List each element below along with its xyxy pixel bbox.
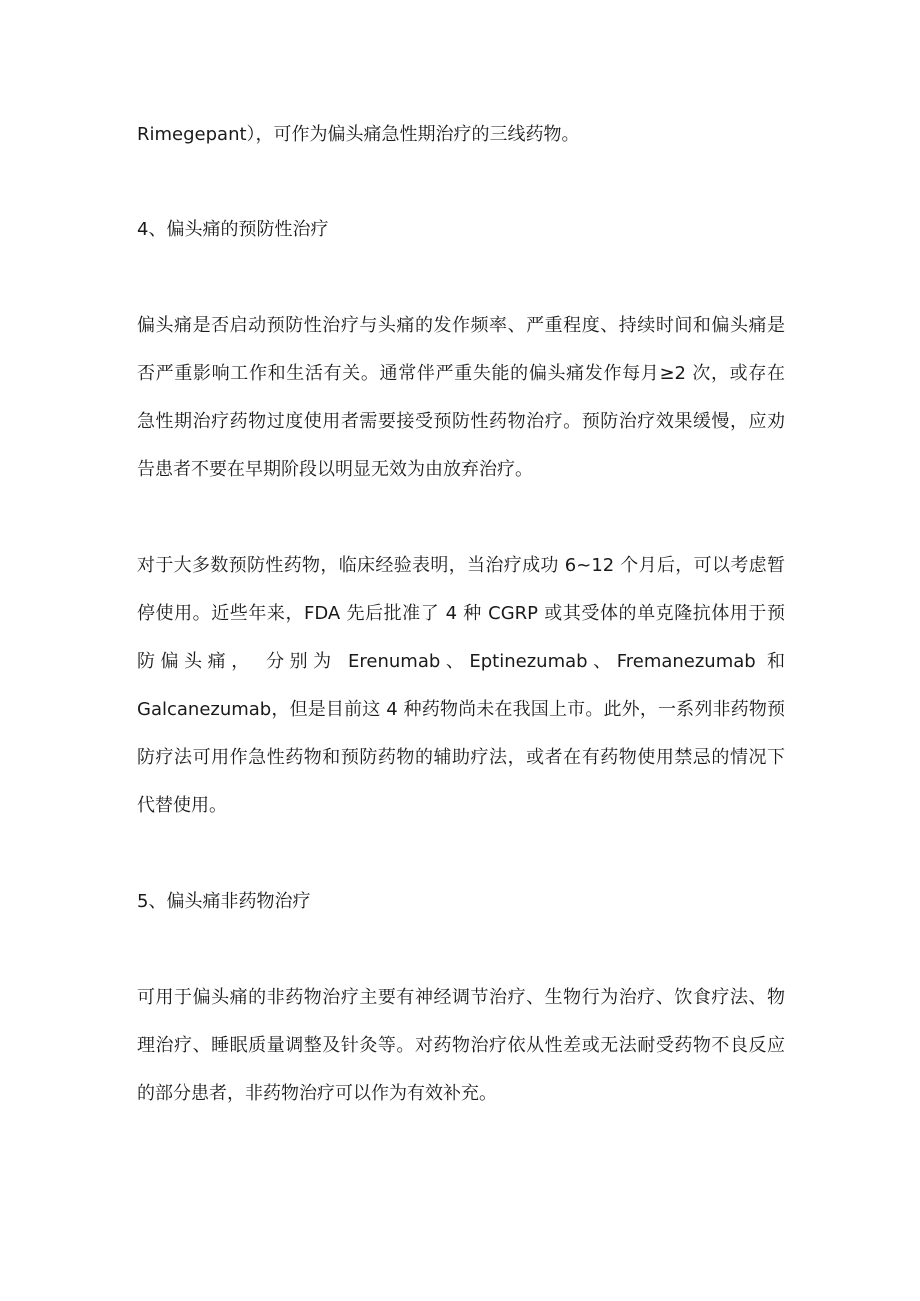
- paragraph-line: 否严重影响工作和生活有关。通常伴严重失能的偏头痛发作每月≥2 次，或存在: [137, 363, 785, 384]
- paragraph-continuation-line: Rimegepant），可作为偏头痛急性期治疗的三线药物。: [137, 124, 580, 145]
- paragraph-line: 理治疗、睡眠质量调整及针灸等。对药物治疗依从性差或无法耐受药物不良反应: [137, 1035, 785, 1056]
- paragraph-line: 防偏头痛， 分别为 Erenumab、Eptinezumab、Fremanezumab 和: [137, 651, 785, 672]
- paragraph-line: 代替使用。: [137, 795, 227, 816]
- paragraph-line: 的部分患者，非药物治疗可以作为有效补充。: [137, 1083, 497, 1104]
- paragraph-line: Galcanezumab，但是目前这 4 种药物尚未在我国上市。此外，一系列非药物预: [137, 699, 785, 720]
- paragraph-line: 告患者不要在早期阶段以明显无效为由放弃治疗。: [137, 459, 533, 480]
- paragraph-line: 急性期治疗药物过度使用者需要接受预防性药物治疗。预防治疗效果缓慢，应劝: [137, 411, 785, 432]
- paragraph-line: 对于大多数预防性药物，临床经验表明，当治疗成功 6~12 个月后，可以考虑暂: [137, 555, 785, 576]
- paragraph-line: 停使用。近些年来，FDA 先后批准了 4 种 CGRP 或其受体的单克隆抗体用于预: [137, 603, 785, 624]
- paragraph-line: 偏头痛是否启动预防性治疗与头痛的发作频率、严重程度、持续时间和偏头痛是: [137, 315, 785, 336]
- section-heading-prevention: 4、偏头痛的预防性治疗: [137, 219, 329, 240]
- paragraph-line: 防疗法可用作急性药物和预防药物的辅助疗法，或者在有药物使用禁忌的情况下: [137, 747, 785, 768]
- paragraph-line: 可用于偏头痛的非药物治疗主要有神经调节治疗、生物行为治疗、饮食疗法、物: [137, 987, 785, 1008]
- section-heading-nondrug: 5、偏头痛非药物治疗: [137, 891, 311, 912]
